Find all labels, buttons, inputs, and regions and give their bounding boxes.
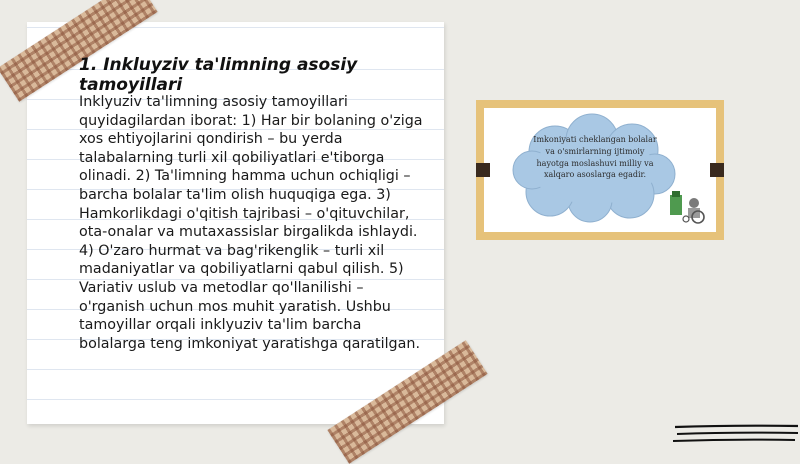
slide-body-text: Inklyuziv ta'limning asosiy tamoyillari quyidagilardan iborat: 1) Har bir bolaning o'ziga xos ehtiyojlarini qondirish – bu yerda talabalarning turli xil qobiliyatlari e'tiborga olinadi. 2) Ta'limning hamma uchun ochiqligi – barcha bolalar ta'lim olish huquqiga ega. 3) Hamkorlikdagi o'qitish tajribasi – o'qituvchilar, ota-onalar va mutaxassislar birgalikda ishlaydi. 4) O'zaro hurmat va bag'rikenglik – turli xil madaniyatlar va qobiliyatlarni qabul qilish. 5) Variativ uslub va metodlar qo'llanilishi – o'rganish uchun mos muhit yaratish. Ushbu tamoyillar orqali inklyuziv ta'lim barcha bolalarga teng imkoniyat yaratishga qaratilgan. <box>79 94 423 352</box>
children-figure-icon <box>666 189 710 225</box>
cloud-text: Imkoniyati cheklangan bolalar va o'smirlarning ijtimoiy hayotga moslashuvi milliy va xalqaro asoslarga egadir. <box>533 135 657 180</box>
decorative-lines <box>673 423 800 445</box>
frame-clip-right <box>710 163 724 177</box>
frame-clip-left <box>476 163 490 177</box>
slide-title: 1. Inkluyziv ta'limning asosiy tamoyillari <box>79 55 358 95</box>
